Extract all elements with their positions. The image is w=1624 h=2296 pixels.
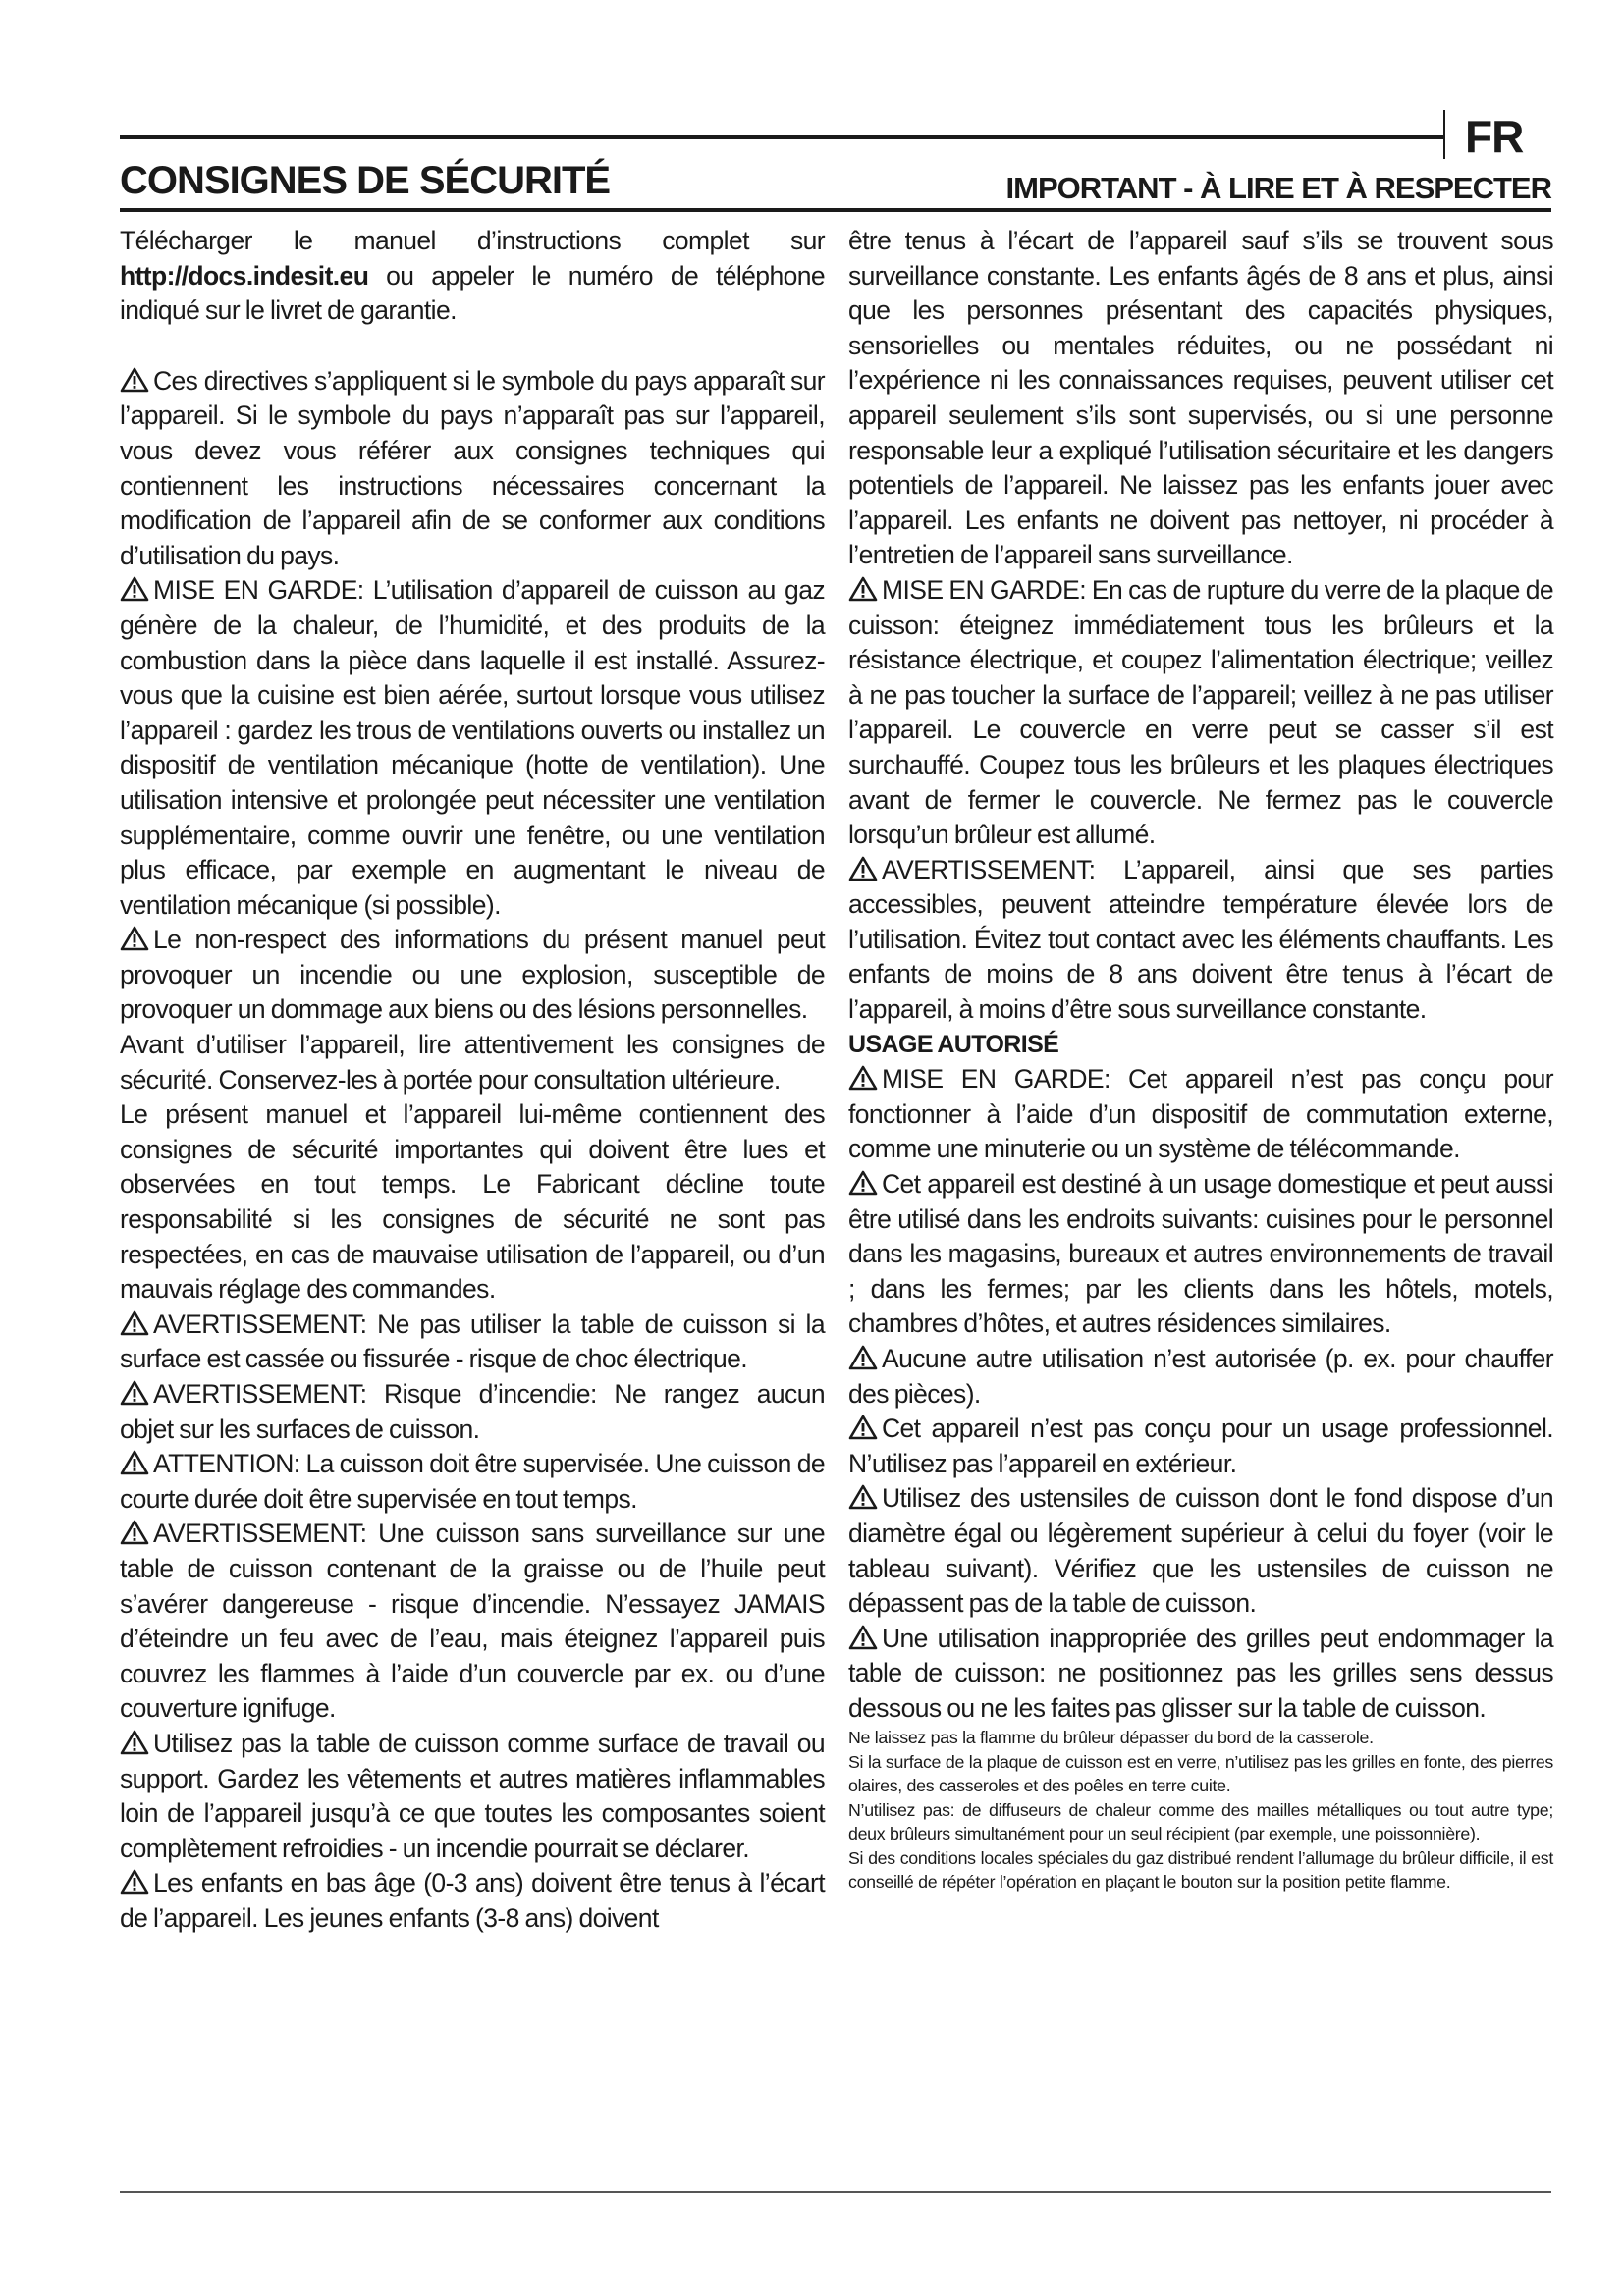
warning-triangle-icon [120, 1520, 149, 1545]
paragraph-text: MISE EN GARDE: L’utilisation d’appareil de cuisson au gaz génère de la chaleur, de l’humidité, et des produits de la combustion dans la pièce dans laquelle il est installé. Assurez-vous que la cuisine est bien aérée, surtout lorsque vous utilisez l’appareil : gardez les trous de ventilations ouverts ou installez un dispositif de ventilation mécanique (hotte de ventilation). Une utilisation intensive et prolongée peut nécessiter une ventilation supplémentaire, comme ouvrir une fenêtre, ou une ventilation plus efficace, par exemple en augmentant le niveau de ventilation mécanique (si possible). [120, 575, 825, 920]
paragraph-text: ATTENTION: La cuisson doit être supervisée. Une cuisson de courte durée doit être supervisée en tout temps. [120, 1449, 825, 1514]
warning-triangle-icon [848, 1415, 878, 1440]
warning-paragraph [120, 1308, 825, 1377]
warning-paragraph [848, 1167, 1553, 1342]
warning-triangle-icon [848, 576, 878, 602]
warning-triangle-icon [120, 1450, 149, 1475]
warning-paragraph [848, 573, 1553, 853]
small-notes [848, 1727, 1553, 1895]
warning-triangle-icon [120, 1380, 149, 1406]
warning-triangle-icon [848, 856, 878, 881]
page-subtitle: IMPORTANT - À LIRE ET À RESPECTER [1005, 171, 1551, 205]
paragraph-text: être tenus à l’écart de l’appareil sauf s’ils se trouvent sous surveillance constante. Les enfants âgés de 8 ans et plus, ainsi que les personnes présentant des capacités physiques, sensorielles ou mentales réduites, ou ne possédant ni l’expérience ni les connaissances requises, peuvent utiliser cet appareil seulement s’ils sont supervisés, ou si une personne responsable leur a expliqué l’utilisation sécuritaire et les dangers potentiels de l’appareil. Ne laissez pas les enfants jouer avec l’appareil. Les enfants ne doivent pas nettoyer, ni procéder à l’entretien de l’appareil sans surveillance. [848, 226, 1553, 570]
title-rule [120, 208, 1551, 212]
language-code: FR [1465, 111, 1524, 162]
paragraph [120, 224, 825, 329]
section-heading: USAGE AUTORISÉ [848, 1030, 1059, 1058]
header-rule [120, 135, 1443, 139]
warning-paragraph [120, 364, 825, 574]
paragraph-text: AVERTISSEMENT: Une cuisson sans surveillance sur une table de cuisson contenant de la graisse ou de l’huile peut s’avérer dangereuse - risque d’incendie. N’essayez JAMAIS d’éteindre un feu avec de l’eau, mais éteignez l’appareil puis couvrez les flammes à l’aide d’un couvercle par ex. ou d’une couverture ignifuge. [120, 1519, 825, 1724]
docs-link[interactable]: http://docs.indesit.eu [120, 260, 369, 291]
paragraph-text: MISE EN GARDE: En cas de rupture du verre de la plaque de cuisson: éteignez immédiatement tous les brûleurs et la résistance électrique, et coupez l’alimentation électrique; veillez à ne pas toucher la surface de l’appareil; veillez à ne pas utiliser l’appareil. Le couvercle en verre peut se casser s’il est surchauffé. Coupez tous les brûleurs et les plaques électriques avant de fermer le couvercle. Ne fermez pas le couvercle lorsqu’un brûleur est allumé. [848, 574, 1553, 850]
left-column [120, 224, 825, 1937]
warning-paragraph [848, 1622, 1553, 1727]
paragraph-text: MISE EN GARDE: Cet appareil n’est pas conçu pour fonctionner à l’aide d’un dispositif de commutation externe, comme une minuterie ou un système de télécommande. [848, 1064, 1553, 1164]
footer-rule [120, 2191, 1551, 2193]
small-note: N’utilisez pas: de diffuseurs de chaleur comme des mailles métalliques ou tout autre type; deux brûleurs simultanément pour un seul récipient (par exemple, une poissonnière). [848, 1800, 1553, 1843]
warning-paragraph [848, 1481, 1553, 1621]
warning-triangle-icon [848, 1484, 878, 1510]
paragraph-text: Cet appareil n’est pas conçu pour un usage professionnel. N’utilisez pas l’appareil en extérieur. [848, 1414, 1553, 1478]
warning-paragraph [120, 1866, 825, 1936]
paragraph-text: Ces directives s’appliquent si le symbole du pays apparaît sur l’appareil. Si le symbole du pays n’apparaît pas sur l’appareil, vous devez vous référer aux consignes techniques qui contiennent les instructions nécessaires concernant la modification de l’appareil afin de se conformer aux conditions d’utilisation du pays. [120, 365, 825, 570]
page-title: CONSIGNES DE SÉCURITÉ [120, 159, 611, 202]
warning-paragraph [120, 1727, 825, 1866]
paragraph [120, 1028, 825, 1097]
paragraph-text: Télécharger le manuel d’instructions complet sur [120, 226, 825, 255]
warning-paragraph [848, 1062, 1553, 1167]
right-column [848, 224, 1553, 1896]
warning-triangle-icon [848, 1065, 878, 1091]
warning-paragraph [120, 1377, 825, 1447]
warning-triangle-icon [120, 926, 149, 951]
paragraph [848, 224, 1553, 573]
paragraph-text: Utilisez pas la table de cuisson comme surface de travail ou support. Gardez les vêtements et autres matières inflammables loin de l’appareil jusqu’à ce que toutes les composantes soient complètement refroidies - un incendie pourrait se déclarer. [120, 1728, 825, 1863]
warning-triangle-icon [120, 1869, 149, 1895]
paragraph-text: Avant d’utiliser l’appareil, lire attentivement les consignes de sécurité. Conservez-les à portée pour consultation ultérieure. [120, 1030, 825, 1095]
warning-paragraph [848, 1412, 1553, 1481]
small-note: Si la surface de la plaque de cuisson est en verre, n’utilisez pas les grilles en fonte, des pierres olaires, des casseroles et des poêles en terre cuite. [848, 1752, 1553, 1795]
warning-triangle-icon [120, 576, 149, 602]
paragraph-text: AVERTISSEMENT: Ne pas utiliser la table de cuisson si la surface est cassée ou fissurée - risque de choc électrique. [120, 1308, 825, 1374]
header-divider [1443, 110, 1445, 159]
paragraph-gap [120, 329, 825, 364]
warning-triangle-icon [848, 1345, 878, 1370]
small-note: Si des conditions locales spéciales du gaz distribué rendent l’allumage du brûleur difficile, il est conseillé de répéter l’opération en plaçant le bouton sur la position petite flamme. [848, 1848, 1553, 1892]
paragraph-text: Les enfants en bas âge (0-3 ans) doivent être tenus à l’écart de l’appareil. Les jeunes enfants (3-8 ans) doivent [120, 1868, 825, 1933]
warning-triangle-icon [120, 1730, 149, 1755]
warning-paragraph [120, 1447, 825, 1517]
warning-paragraph [120, 573, 825, 923]
warning-paragraph [120, 923, 825, 1028]
paragraph-text: Le non-respect des informations du présent manuel peut provoquer un incendie ou une explosion, susceptible de provoquer un dommage aux biens ou des lésions personnelles. [120, 925, 825, 1025]
small-note: Ne laissez pas la flamme du brûleur dépasser du bord de la casserole. [848, 1727, 1374, 1747]
paragraph-text: ou appeler le numéro de téléphone indiqué sur le livret de garantie. [120, 260, 825, 326]
paragraph-text: Une utilisation inappropriée des grilles peut endommager la table de cuisson: ne positionnez pas les grilles sens dessus dessous ou ne les faites pas glisser sur la table de cuisson. [848, 1623, 1553, 1723]
warning-paragraph [848, 1342, 1553, 1412]
paragraph-text: Aucune autre utilisation n’est autorisée (p. ex. pour chauffer des pièces). [848, 1344, 1553, 1409]
paragraph-text: AVERTISSEMENT: Risque d’incendie: Ne rangez aucun objet sur les surfaces de cuisson. [120, 1379, 825, 1444]
warning-triangle-icon [848, 1170, 878, 1196]
paragraph-text: AVERTISSEMENT: L’appareil, ainsi que ses parties accessibles, peuvent atteindre température élevée lors de l’utilisation. Évitez tout contact avec les éléments chauffants. Les enfants de moins de 8 ans doivent être tenus à l’écart de l’appareil, à moins d’être sous surveillance constante. [848, 854, 1553, 1025]
warning-triangle-icon [120, 367, 149, 393]
paragraph [120, 1097, 825, 1308]
paragraph-text: Le présent manuel et l’appareil lui-même contiennent des consignes de sécurité importantes qui doivent être lues et observées en tout temps. Le Fabricant décline toute responsabilité si les consignes de sécurité ne sont pas respectées, en cas de mauvaise utilisation de l’appareil, ou d’un mauvais réglage des commandes. [120, 1099, 825, 1305]
warning-paragraph [848, 853, 1553, 1028]
warning-triangle-icon [848, 1625, 878, 1650]
warning-triangle-icon [120, 1310, 149, 1336]
paragraph-text: Utilisez des ustensiles de cuisson dont le fond dispose d’un diamètre égal ou légèrement supérieur à celui du foyer (voir le tableau suivant). Vérifiez que les ustensiles de cuisson ne dépassent pas de la table de cuisson. [848, 1483, 1553, 1619]
warning-paragraph [120, 1517, 825, 1727]
paragraph-text: Cet appareil est destiné à un usage domestique et peut aussi être utilisé dans les endroits suivants: cuisines pour le personnel dans les magasins, bureaux et autres environnements de travail ; dans les fermes; par les clients dans les hôtels, motels, chambres d’hôtes, et autres résidences similaires. [848, 1169, 1553, 1339]
